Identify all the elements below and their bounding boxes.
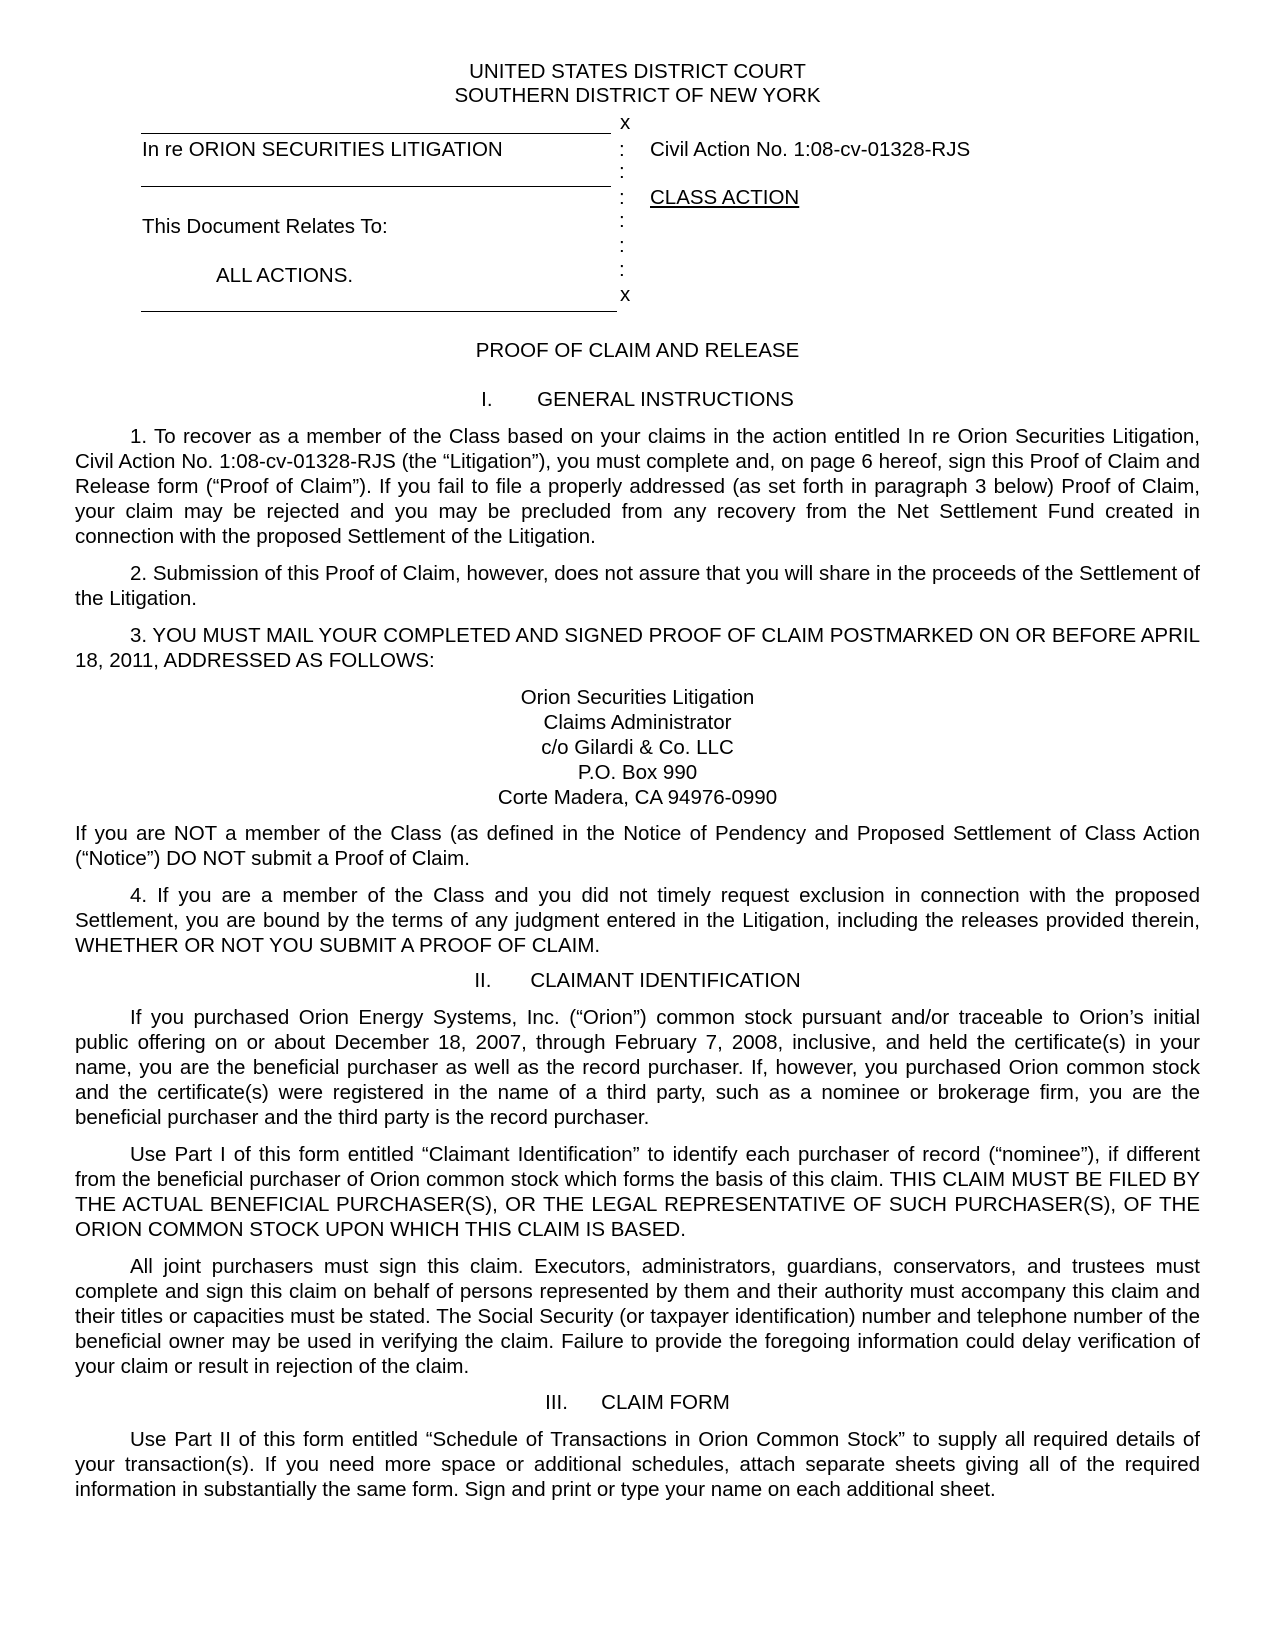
section-number: I. — [481, 388, 493, 411]
address-line: P.O. Box 990 — [577, 761, 698, 784]
caption-colon: : — [619, 186, 625, 209]
paragraph-not-member: If you are NOT a member of the Class (as defined in the Notice of Pendency and Proposed Settlement of Class Action (“Notice”) DO NOT submit a Proof of Claim. — [75, 822, 1200, 870]
caption-colon: : — [619, 234, 625, 257]
section-number: III. — [545, 1391, 568, 1414]
document-title: PROOF OF CLAIM AND RELEASE — [475, 339, 800, 362]
caption-colon: : — [619, 209, 625, 232]
section-number: II. — [474, 969, 492, 992]
caption-rule — [141, 311, 617, 312]
paragraph-2: 2. Submission of this Proof of Claim, however, does not assure that you will share in the proceeds of the Settlement of the Litigation. — [75, 562, 1200, 610]
paragraph-claim-form: Use Part II of this form entitled “Schedule of Transactions in Orion Common Stock” to supply all required details of your transaction(s). If you need more space or additional schedules, attach separate sheets giving all of the required information in substantially the same form. Sign and print or type your name on each additional sheet. — [75, 1428, 1200, 1501]
paragraph-4: 4. If you are a member of the Class and you did not timely request exclusion in connection with the proposed Settlement, you are bound by the terms of any judgment entered in the Litigation, including the releases provided therein, WHETHER OR NOT YOU SUBMIT A PROOF OF CLAIM. — [75, 884, 1200, 957]
paragraph-1: 1. To recover as a member of the Class based on your claims in the action entitled In re Orion Securities Litigation, Civil Action No. 1:08-cv-01328-RJS (the “Litigation”), you must complete and, on page 6 hereof, sign this Proof of Claim and Release form (“Proof of Claim”). If you fail to file a properly addressed (as set forth in paragraph 3 below) Proof of Claim, your claim may be rejected and you may be precluded from any recovery from the Net Settlement Fund created in connection with the proposed Settlement of the Litigation. — [75, 425, 1200, 548]
document-relates-to: This Document Relates To: — [142, 215, 388, 238]
paragraph-claimant-3: All joint purchasers must sign this claim. Executors, administrators, guardians, conservators, and trustees must complete and sign this claim on behalf of persons represented by them and their authority must accompany this claim and their titles or capacities must be stated. The Social Security (or taxpayer identification) number and telephone number of the beneficial owner may be used in verifying the claim. Failure to provide the foregoing information could delay verification of your claim or result in rejection of the claim. — [75, 1255, 1200, 1378]
address-line: Orion Securities Litigation — [520, 686, 755, 709]
class-action-text: CLASS ACTION — [650, 186, 800, 209]
mailing-address — [0, 685, 1275, 810]
court-district: SOUTHERN DISTRICT OF NEW YORK — [454, 84, 821, 107]
paragraph-3: 3. YOU MUST MAIL YOUR COMPLETED AND SIGNED PROOF OF CLAIM POSTMARKED ON OR BEFORE APRIL 18, 2011, ADDRESSED AS FOLLOWS: — [75, 624, 1200, 672]
section-title: GENERAL INSTRUCTIONS — [537, 388, 794, 411]
caption-rule — [141, 186, 611, 187]
caption-x-bottom: x — [620, 283, 631, 306]
caption-colon: : — [619, 258, 625, 281]
section-heading-claim-form — [0, 1391, 1275, 1415]
case-name: In re ORION SECURITIES LITIGATION — [142, 138, 503, 161]
class-action-label — [650, 186, 799, 210]
address-line: c/o Gilardi & Co. LLC — [541, 736, 734, 759]
caption-colon: : — [619, 138, 625, 161]
caption-rule — [141, 133, 611, 134]
paragraph-claimant-1: If you purchased Orion Energy Systems, Inc. (“Orion”) common stock pursuant and/or traceable to Orion’s initial public offering on or about December 18, 2007, through February 7, 2008, inclusive, and held the certificate(s) in your name, you are the beneficial purchaser as well as the record purchaser. If, however, you purchased Orion common stock and the certificate(s) were registered in the name of a third party, such as a nominee or brokerage firm, you are the beneficial purchaser and the third party is the record purchaser. — [75, 1006, 1200, 1129]
address-line: Corte Madera, CA 94976-0990 — [497, 786, 778, 809]
paragraph-claimant-2: Use Part I of this form entitled “Claimant Identification” to identify each purchaser of record (“nominee”), if different from the beneficial purchaser of Orion common stock which forms the basis of this claim. THIS CLAIM MUST BE FILED BY THE ACTUAL BENEFICIAL PURCHASER(S), OR THE LEGAL REPRESENTATIVE OF SUCH PURCHASER(S), OF THE ORION COMMON STOCK UPON WHICH THIS CLAIM IS BASED. — [75, 1143, 1200, 1241]
section-title: CLAIMANT IDENTIFICATION — [530, 969, 801, 992]
court-name: UNITED STATES DISTRICT COURT — [469, 60, 806, 83]
address-line: Claims Administrator — [543, 711, 732, 734]
caption-colon: : — [619, 160, 625, 183]
all-actions: ALL ACTIONS. — [216, 264, 354, 287]
caption-x-top: x — [620, 111, 631, 134]
section-title: CLAIM FORM — [601, 1391, 730, 1414]
civil-action-number: Civil Action No. 1:08-cv-01328-RJS — [650, 138, 971, 161]
section-heading-general-instructions — [0, 388, 1275, 412]
section-heading-claimant-identification — [0, 969, 1275, 993]
